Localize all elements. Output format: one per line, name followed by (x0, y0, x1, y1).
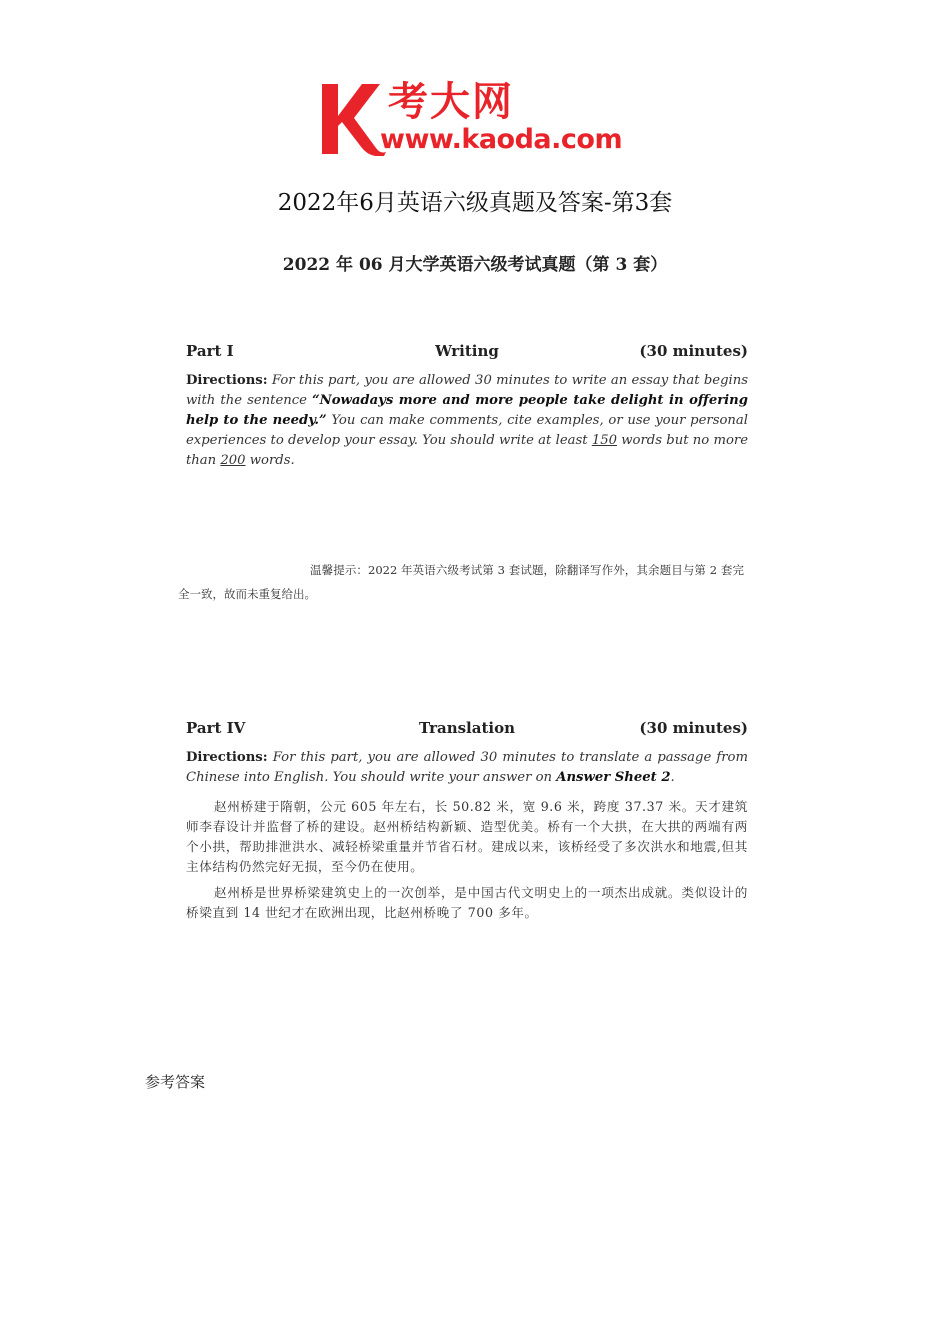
part4-label: Part IV (186, 719, 246, 737)
exam-subtitle: 2022 年 06 月大学英语六级考试真题（第 3 套） (282, 255, 668, 275)
part1-directions (186, 371, 748, 471)
part4-directions-label: Directions: (186, 750, 268, 765)
reminder-note: 温馨提示：2022 年英语六级考试第 3 套试题，除翻译写作外，其余题目与第 2 套完全一致，故而未重复给出。 (178, 563, 744, 601)
translation-paragraph-2: 赵州桥是世界桥梁建筑史上的一次创举，是中国古代文明史上的一项杰出成就。类似设计的桥梁直到 14 世纪才在欧洲出现，比赵州桥晚了 700 多年。 (186, 885, 748, 920)
part4-time: (30 minutes) (639, 719, 748, 737)
part1-max-words: 200 (220, 453, 246, 468)
part1-name: Writing (435, 342, 499, 360)
part1-directions-text-2: You can make comments, cite examples, or use your personal experiences to develop your essay. You should write at least (186, 413, 748, 448)
part4-directions (186, 748, 748, 788)
part4-directions-end: . (670, 770, 675, 785)
part1-time: (30 minutes) (639, 342, 748, 360)
part1-header (186, 342, 748, 364)
part1-label: Part I (186, 342, 234, 360)
part4-name: Translation (419, 719, 515, 737)
logo-brand-text: 考大网 (388, 79, 514, 125)
part1-directions-text-1: For this part, you are allowed 30 minutes to write an essay that begins with the sentence (186, 373, 748, 408)
part4-directions-text: For this part, you are allowed 30 minutes to translate a passage from Chinese into English. You should write your answer on (186, 750, 748, 785)
part1-directions-text-4: words. (249, 453, 295, 468)
part4-answer-sheet: Answer Sheet 2 (556, 770, 671, 785)
part1-min-words: 150 (591, 433, 617, 448)
k-logo-icon (318, 82, 388, 156)
part1-directions-label: Directions: (186, 373, 268, 388)
reference-answer-label: 参考答案 (145, 1073, 206, 1091)
logo-url: www.kaoda.com (380, 124, 623, 155)
part1-directions-text-3: words but no more than (186, 433, 748, 468)
page-title: 2022年6月英语六级真题及答案-第3套 (277, 190, 673, 216)
translation-paragraph-1: 赵州桥建于隋朝，公元 605 年左右，长 50.82 米，宽 9.6 米，跨度 37.37 米。天才建筑师李春设计并监督了桥的建设。赵州桥结构新颖、造型优美。桥有一个大拱，在大拱的两端有两个小拱，帮助排泄洪水、减轻桥梁重量并节省石材。建成以来，该桥经受了多次洪水和地震,但其主体结构仍然完好无损，至今仍在使用。 (186, 799, 748, 874)
site-logo (318, 78, 638, 160)
part1-essay-sentence: “Nowadays more and more people take delight in offering help to the needy.” (186, 393, 748, 428)
part4-header (186, 719, 748, 741)
